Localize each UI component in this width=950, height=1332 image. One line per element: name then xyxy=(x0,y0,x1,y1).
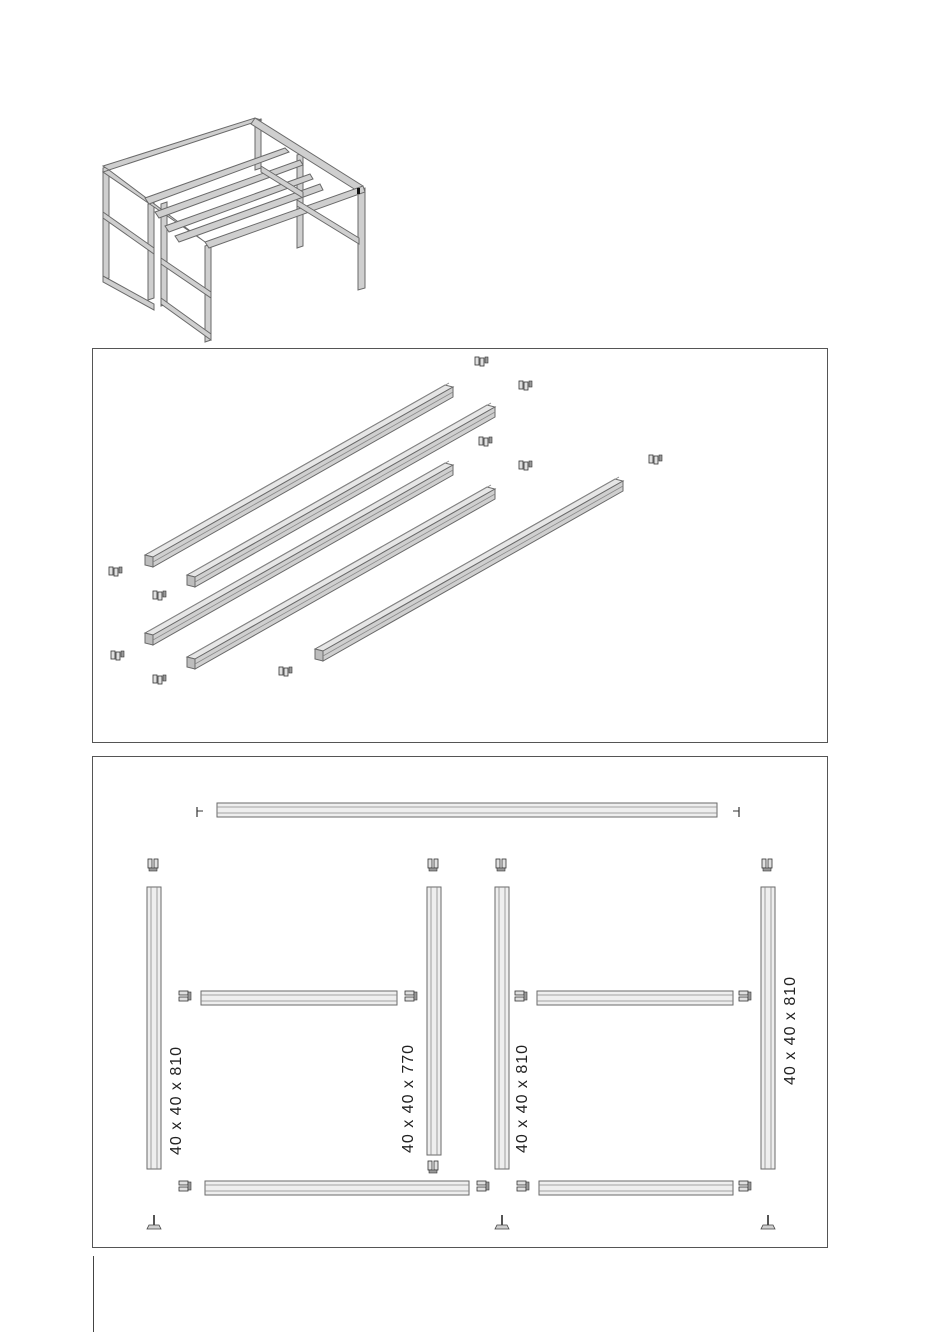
right-post-dimension: 40 x 40 x 810 xyxy=(782,975,799,1085)
connector-icon xyxy=(762,859,772,871)
assembled-frame-illustration xyxy=(95,108,375,344)
center-right-post-dimension: 40 x 40 x 810 xyxy=(514,1043,531,1153)
page-margin-rule xyxy=(93,1256,94,1332)
connector-icon xyxy=(428,1161,438,1173)
top-profile xyxy=(197,803,739,817)
left-post xyxy=(147,887,161,1169)
connector-icon xyxy=(739,1181,751,1191)
profile-layout-icon xyxy=(93,757,827,1247)
middle-rails xyxy=(201,991,733,1195)
connector-icon xyxy=(496,859,506,871)
connector-group xyxy=(109,357,662,684)
center-left-post xyxy=(427,887,441,1155)
connector-icon xyxy=(109,567,122,576)
connector-icon xyxy=(517,1181,529,1191)
exploded-view-panel xyxy=(92,348,828,743)
connector-icon xyxy=(475,357,488,366)
connector-icon xyxy=(479,437,492,446)
center-right-post xyxy=(495,887,509,1169)
connector-icon xyxy=(515,991,527,1001)
right-post xyxy=(761,887,775,1169)
profile-bars-exploded-icon xyxy=(93,349,827,742)
connector-icon xyxy=(428,859,438,871)
left-post-dimension: 40 x 40 x 810 xyxy=(168,1045,185,1155)
profile-bar xyxy=(145,461,453,645)
profile-bars-group xyxy=(145,383,623,669)
connector-icon xyxy=(279,667,292,676)
connector-icon xyxy=(153,591,166,600)
leveling-foot-icon xyxy=(495,1215,509,1229)
center-left-post-dimension: 40 x 40 x 770 xyxy=(400,1043,417,1153)
vertical-posts xyxy=(147,887,775,1169)
connector-icon xyxy=(649,455,662,464)
connector-icon xyxy=(179,1181,191,1191)
connector-icon xyxy=(519,381,532,390)
layout-view-panel xyxy=(92,756,828,1248)
connector-icon xyxy=(153,675,166,684)
connector-icon xyxy=(739,991,751,1001)
connector-icon xyxy=(111,651,124,660)
leveling-foot-icon xyxy=(761,1215,775,1229)
leveling-foot-icon xyxy=(147,1215,161,1229)
connector-icon xyxy=(179,991,191,1001)
connector-icon xyxy=(477,1181,489,1191)
connector-icon xyxy=(148,859,158,871)
connector-icon xyxy=(519,461,532,470)
profile-bar xyxy=(187,403,495,587)
aluminium-frame-assembled-icon xyxy=(95,108,375,344)
connector-icon xyxy=(405,991,417,1001)
